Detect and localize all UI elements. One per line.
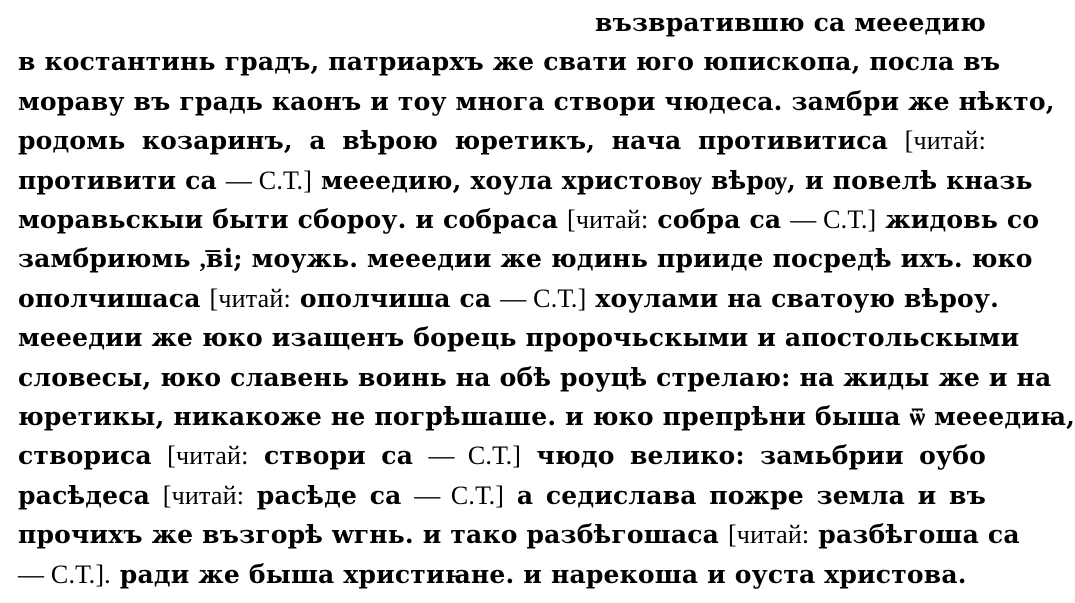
text-line	[18, 358, 1052, 398]
editor-note: [читай:	[727, 520, 810, 550]
text-line	[18, 279, 1000, 319]
editor-note: [читай:	[567, 205, 649, 234]
text-segment: възвратившю са мееедию	[595, 8, 986, 37]
text-segment: расѣде са	[244, 480, 415, 510]
text-line	[18, 82, 1055, 122]
text-segment: юретикы, никакоже не погрѣшаше. и юко препрѣни быша ѿ мееедиꙗ,	[18, 402, 1075, 431]
text-line	[18, 555, 986, 595]
text-line	[18, 200, 1040, 240]
text-segment: родомь козаринъ, а вѣрою юретикъ, нача противитиса	[18, 126, 905, 156]
text-segment: мееедию, хоула христовѹ вѣрѹ, и повелѣ кназь	[312, 165, 1033, 195]
text-segment: ради же быша христиꙗне. и нарекоша и оуста христова.	[110, 559, 967, 589]
text-segment: чюдо велико: замьбрии оубо	[521, 441, 986, 471]
text-line	[18, 42, 1001, 82]
editor-note: — С.Т.]	[500, 283, 587, 313]
text-line	[18, 121, 986, 161]
text-segment: ополчишаса	[18, 283, 210, 313]
text-line	[18, 318, 1020, 358]
text-segment: разбѣгоша са	[809, 520, 1020, 550]
text-segment: мееедии же юко изащенъ борець пророчьскыми и апостольскыми	[18, 323, 1020, 353]
text-segment: в костантинь градъ, патриархъ же свати юго юпископа, посла въ	[18, 47, 1001, 77]
editor-note: [читай:	[209, 283, 291, 313]
text-segment: словесы, юко славень воинь на обѣ роуцѣ стрелаю: на жиды же и на	[18, 362, 1052, 392]
editor-note: — С.Т.]	[428, 441, 522, 471]
text-segment: собра са	[648, 205, 791, 234]
editor-note: [читай:	[904, 126, 986, 156]
text-line	[18, 161, 1033, 201]
text-segment: мораву въ градь каонъ и тоу многа створи чюдеса. замбри же нѣкто,	[18, 86, 1055, 116]
editor-note: [читай:	[162, 480, 245, 510]
text-segment: ополчиша са	[290, 283, 501, 313]
text-segment: расѣдеса	[18, 480, 163, 510]
text-segment: моравьскыи быти сбороу. и собраса	[18, 205, 568, 234]
editor-note: — С.Т.]	[225, 165, 313, 195]
text-segment: хоулами на сватоую вѣроу.	[586, 283, 1000, 313]
text-line	[18, 397, 1075, 437]
editor-note: — С.Т.].	[18, 559, 111, 589]
editor-note: [читай:	[167, 441, 249, 471]
text-segment: прочихъ же възгорѣ wгнь. и тако разбѣгошаса	[18, 520, 728, 550]
editor-note: — С.Т.]	[790, 205, 877, 234]
text-line	[18, 476, 986, 516]
text-line	[18, 3, 986, 43]
text-segment: противити са	[18, 165, 226, 195]
text-line	[18, 515, 1020, 555]
text-segment: замбриюмь ,͞ві; моужь. мееедии же юдинь прииде посредѣ ихъ. юко	[18, 244, 1033, 274]
editor-note: — С.Т.]	[414, 480, 505, 510]
text-segment: жидовь со	[876, 205, 1040, 234]
text-line	[18, 239, 1033, 279]
text-line	[18, 436, 986, 476]
text-segment: створи са	[248, 441, 429, 471]
text-segment: а седислава пожре земла и въ	[504, 480, 986, 510]
text-segment: створиса	[18, 441, 168, 471]
